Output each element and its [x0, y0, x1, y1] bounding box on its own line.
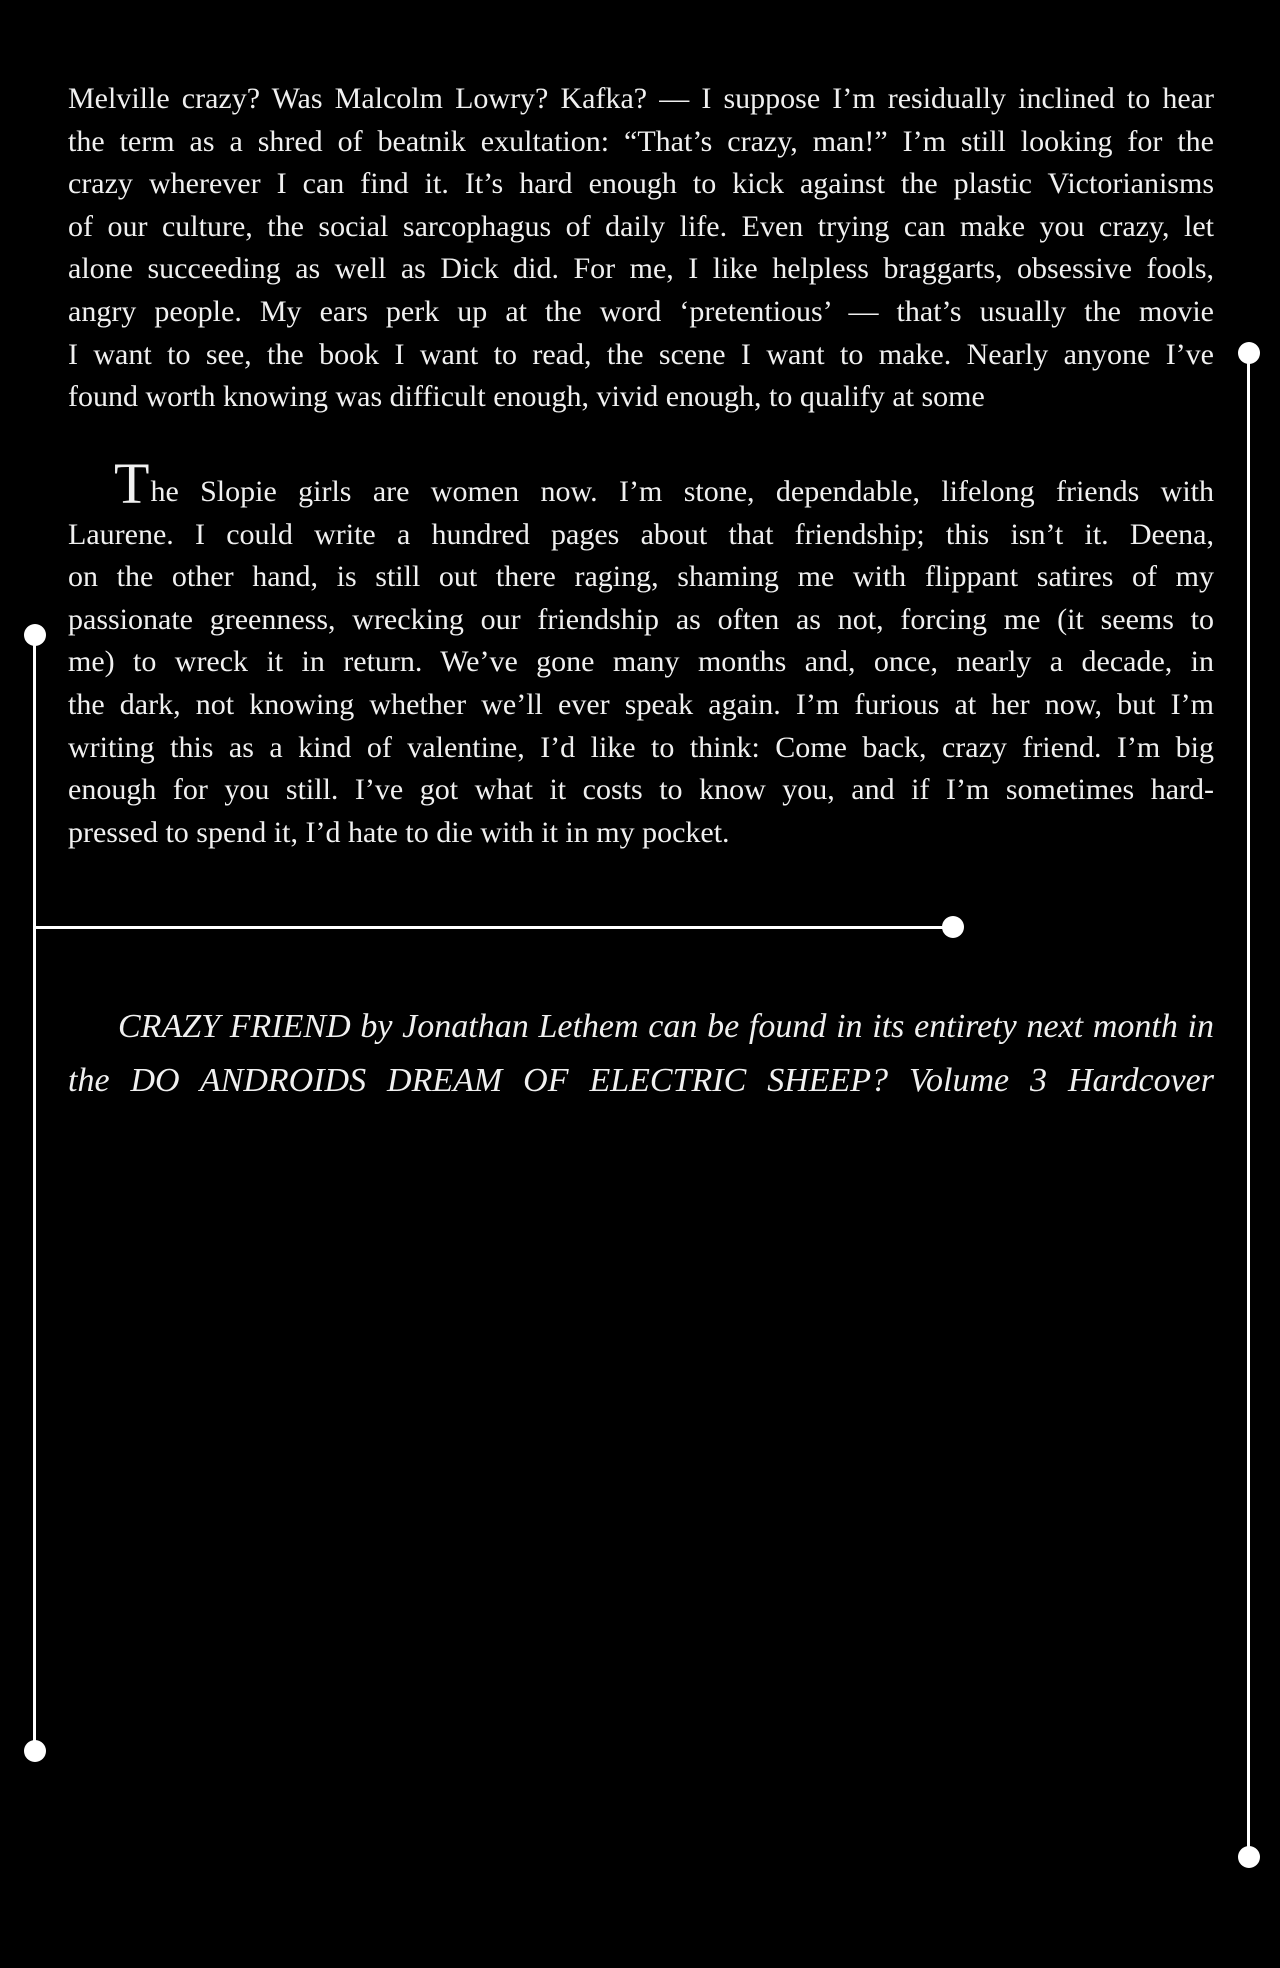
left-bottom-dot — [24, 1740, 46, 1762]
paragraph-line: pressed to spend it, I’d hate to die with it in my pocket. — [68, 815, 730, 849]
paragraph-line: on the other hand, is still out there raging, shaming me with flippant satires of my — [68, 560, 1214, 594]
paragraph-line: enough for you still. I’ve got what it costs to know you, and if I’m sometimes hard- — [68, 773, 1214, 807]
paragraph-line: crazy wherever I can find it. It’s hard enough to kick against the plastic Victorianisms — [68, 167, 1214, 201]
right-bottom-dot — [1238, 1846, 1260, 1868]
left-vertical-rule — [33, 636, 36, 1750]
paragraph-first-line — [68, 451, 1214, 516]
right-vertical-rule — [1247, 354, 1250, 1858]
horizontal-end-dot — [942, 916, 964, 938]
note-line: the DO ANDROIDS DREAM OF ELECTRIC SHEEP? Volume 3 Hardcover — [68, 1062, 1214, 1099]
drop-cap: T — [114, 451, 150, 516]
note-line-text: CRAZY FRIEND by Jonathan Lethem can be found in its entirety next month in — [118, 1008, 1214, 1045]
paragraph-line: me) to wreck it in return. We’ve gone many months and, once, nearly a decade, in — [68, 645, 1214, 679]
body-paragraph-2 — [68, 451, 1214, 854]
note-line — [68, 1000, 1214, 1054]
paragraph-line: the dark, not knowing whether we’ll ever speak again. I’m furious at her now, but I’m — [68, 687, 1214, 721]
paragraph-line: found worth knowing was difficult enough, vivid enough, to qualify at some — [68, 380, 985, 414]
right-top-dot — [1238, 342, 1260, 364]
paragraph-line: angry people. My ears perk up at the word ‘pretentious’ — that’s usually the movie — [68, 294, 1214, 328]
paragraph-line: alone succeeding as well as Dick did. For me, I like helpless braggarts, obsessive fools, — [68, 252, 1214, 286]
body-paragraph-1 — [68, 78, 1214, 419]
paragraph-line: Laurene. I could write a hundred pages about that friendship; this isn’t it. Deena, — [68, 517, 1214, 551]
horizontal-rule — [33, 926, 955, 929]
paragraph-line: passionate greenness, wrecking our friendship as often as not, forcing me (it seems to — [68, 602, 1214, 636]
paragraph-line: writing this as a kind of valentine, I’d like to think: Come back, crazy friend. I’m big — [68, 730, 1214, 764]
paragraph-line: I want to see, the book I want to read, the scene I want to make. Nearly anyone I’ve — [68, 337, 1214, 371]
left-top-dot — [24, 624, 46, 646]
paragraph-line: of our culture, the social sarcophagus of daily life. Even trying can make you crazy, let — [68, 209, 1214, 243]
paragraph-line-text: he Slopie girls are women now. I’m stone, dependable, lifelong friends with — [150, 475, 1214, 508]
paragraph-line: the term as a shred of beatnik exultation: “That’s crazy, man!” I’m still looking for the — [68, 124, 1214, 158]
closing-note — [68, 1000, 1214, 1108]
paragraph-line: Melville crazy? Was Malcolm Lowry? Kafka? — I suppose I’m residually inclined to hear — [68, 82, 1214, 115]
